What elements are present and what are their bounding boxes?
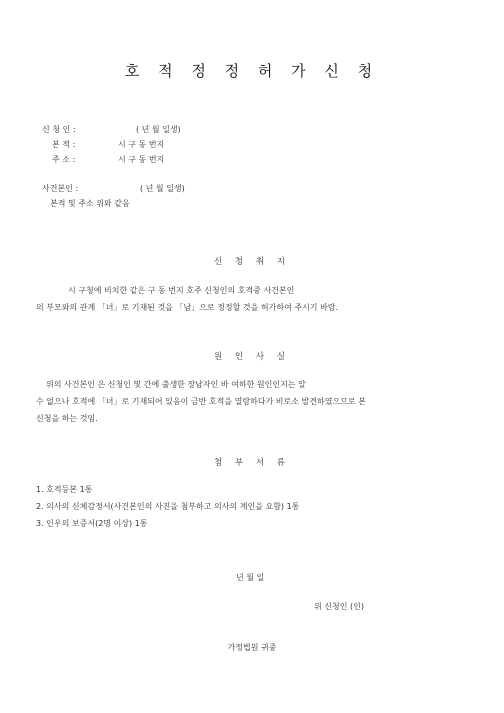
filing-date: 년 월 일	[236, 573, 265, 582]
cause-line-3: 신청을 하는 것임.	[36, 414, 98, 423]
applicant-signature: 위 신청인 (인)	[314, 602, 364, 611]
attachment-item-3: 3. 인우의 보증서(2명 이상) 1통	[36, 519, 148, 528]
address-value: 시 구 동 번지	[118, 155, 165, 164]
principal-note: 본적 및 주소 위와 같음	[50, 199, 130, 208]
principal-label: 사건본인 :	[42, 184, 79, 193]
principal-birth: ( 년 월 일생)	[140, 184, 185, 193]
cause-line-1: 위의 사건본인 은 신청인 및 간에 출생한 장남자인 바 여하한 원인인지는 알	[46, 380, 306, 389]
domicile-value: 시 구 동 번지	[118, 140, 165, 149]
document-title: 호 적 정 정 허 가 신 청	[124, 62, 380, 80]
applicant-label: 신 청 인 :	[42, 125, 76, 134]
purpose-heading: 신 청 취 지	[214, 257, 290, 267]
purpose-line-2: 의 부모와의 관계 「녀」로 기재된 것을 「남」으로 정정할 것을 허가하여 주시기 바람.	[36, 303, 339, 312]
cause-line-2: 수 없으나 호적에 「녀」로 기재되어 있음이 금반 호적을 열람하다가 비로소 발견하였으므로 본	[36, 397, 366, 406]
applicant-birth: ( 년 월 일생)	[136, 125, 181, 134]
domicile-label: 본 적 :	[52, 140, 76, 149]
court-addressee: 가정법원 귀중	[227, 643, 277, 652]
attachment-item-1: 1. 호적등본 1통	[36, 485, 93, 494]
address-label: 주 소 :	[52, 155, 76, 164]
purpose-line-1: 시 구청에 비치한 같은 구 동 번지 호주 신청인의 호적중 사건본인	[68, 286, 295, 295]
cause-heading: 원 인 사 실	[214, 352, 290, 362]
attachments-heading: 첨 부 서 류	[214, 458, 290, 468]
attachment-item-2: 2. 의사의 신체감정서(사건본인의 사진을 첨부하고 의사의 계인을 요함) 1통	[36, 502, 300, 511]
